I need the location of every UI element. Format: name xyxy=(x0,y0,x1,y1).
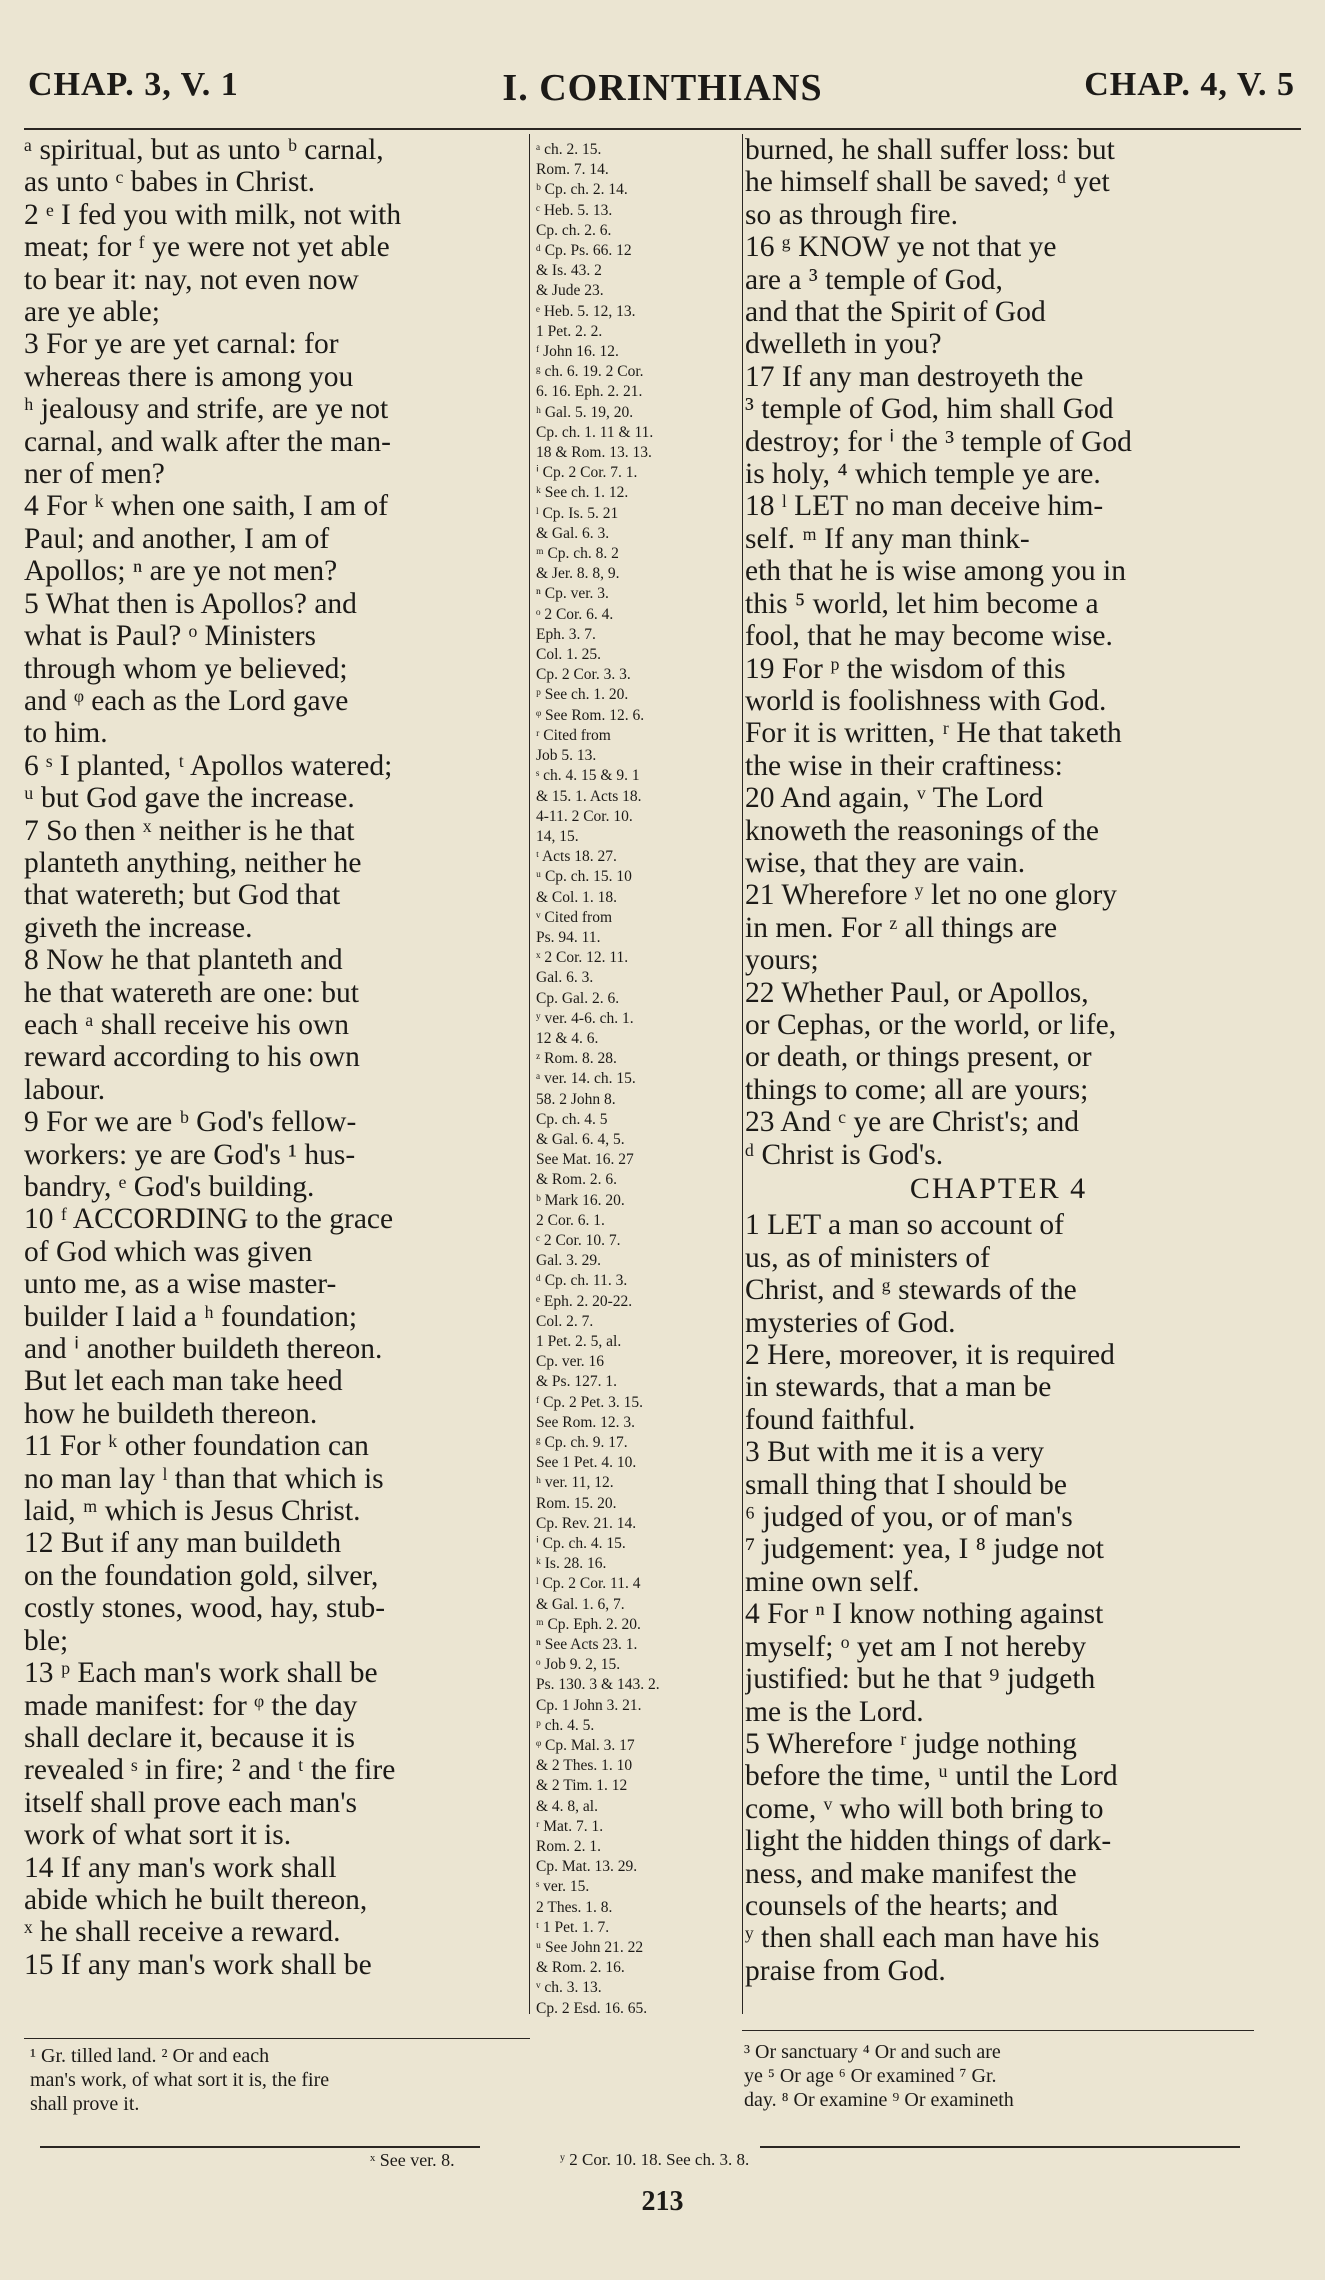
text-line: 4 For ᵏ when one saith, I am of xyxy=(24,490,389,523)
text-line: day. ⁸ Or examine ⁹ Or examineth xyxy=(744,2089,1014,2111)
text-line: ᵠ Cp. Mal. 3. 17 xyxy=(536,1737,635,1755)
text-line: small thing that I should be xyxy=(745,1468,1068,1501)
text-line: shall prove it. xyxy=(30,2093,140,2115)
bottom-rule-right xyxy=(760,2146,1240,2148)
bottom-rule-left xyxy=(40,2146,480,2148)
text-line: ʳ Cited from xyxy=(536,726,611,744)
text-line: burned, he shall suffer loss: but xyxy=(745,134,1115,166)
text-line: ⁿ See Acts 23. 1. xyxy=(536,1636,638,1654)
text-line: Job 5. 13. xyxy=(536,747,597,765)
footnotes-right xyxy=(744,2040,1254,2112)
text-line: For it is written, ʳ He that taketh xyxy=(745,717,1122,750)
text-line: 6. 16. Eph. 2. 21. xyxy=(536,383,643,401)
text-line: giveth the increase. xyxy=(24,911,253,944)
text-line: ˣ 2 Cor. 12. 11. xyxy=(536,949,629,967)
text-line: & Gal. 1. 6, 7. xyxy=(536,1595,625,1613)
text-line: ᵃ ver. 14. ch. 15. xyxy=(536,1070,636,1088)
text-line: laid, ᵐ which is Jesus Christ. xyxy=(24,1495,361,1528)
text-line: Gal. 3. 29. xyxy=(536,1252,602,1270)
text-line: Apollos; ⁿ are ye not men? xyxy=(24,555,338,588)
header-chapter-end: CHAP. 4, V. 5 xyxy=(1084,66,1295,103)
text-line: ⁱ Cp. 2 Cor. 7. 1. xyxy=(536,464,638,482)
text-line: in men. For ᶻ all things are xyxy=(745,911,1058,944)
text-line: 18 & Rom. 13. 13. xyxy=(536,444,652,462)
text-line: ᵖ ch. 4. 5. xyxy=(536,1716,595,1734)
text-line: 12 & 4. 6. xyxy=(536,1029,599,1047)
text-line: made manifest: for ᵠ the day xyxy=(24,1689,358,1722)
text-line: Ps. 94. 11. xyxy=(536,928,601,946)
text-line: knoweth the reasonings of the xyxy=(745,814,1099,847)
text-line: ᵗ Acts 18. 27. xyxy=(536,848,617,866)
text-line: See Mat. 16. 27 xyxy=(536,1151,634,1169)
text-line: See Rom. 12. 3. xyxy=(536,1413,636,1431)
text-line: wise, that they are vain. xyxy=(745,846,1026,879)
text-line: costly stones, wood, hay, stub- xyxy=(24,1592,386,1625)
text-line: 11 For ᵏ other foundation can xyxy=(24,1430,369,1463)
text-line: Cp. Mat. 13. 29. xyxy=(536,1858,638,1876)
text-line: See 1 Pet. 4. 10. xyxy=(536,1454,637,1472)
text-line: 58. 2 John 8. xyxy=(536,1090,616,1108)
text-line: work of what sort it is. xyxy=(24,1819,292,1852)
cross-reference-column xyxy=(536,134,732,2154)
text-line: 12 But if any man buildeth xyxy=(24,1527,342,1560)
text-line: & Ps. 127. 1. xyxy=(536,1373,617,1391)
text-line: Cp. 1 John 3. 21. xyxy=(536,1696,642,1714)
text-line: ᵘ Cp. ch. 15. 10 xyxy=(536,868,632,886)
text-line: is holy, ⁴ which temple ye are. xyxy=(745,458,1101,491)
text-line: ᵈ Cp. Ps. 66. 12 xyxy=(536,242,632,260)
text-line: Cp. Gal. 2. 6. xyxy=(536,989,620,1007)
text-line: ye ⁵ Or age ⁶ Or examined ⁷ Gr. xyxy=(744,2065,997,2087)
text-line: ᵈ Christ is God's. xyxy=(745,1138,944,1171)
chapter-3-continuation xyxy=(745,134,1252,1171)
text-line: labour. xyxy=(24,1073,106,1106)
text-line: mysteries of God. xyxy=(745,1306,956,1339)
text-line: 9 For we are ᵇ God's fellow- xyxy=(24,1106,357,1139)
header-rule xyxy=(24,128,1301,130)
text-line: and that the Spirit of God xyxy=(745,296,1046,329)
text-line: he that watereth are one: but xyxy=(24,976,360,1009)
text-line: ˢ ver. 15. xyxy=(536,1878,590,1896)
text-line: Rom. 2. 1. xyxy=(536,1838,602,1856)
text-line: counsels of the hearts; and xyxy=(745,1889,1058,1922)
text-line: Rom. 15. 20. xyxy=(536,1494,617,1512)
text-line: yours; xyxy=(745,944,819,977)
text-line: what is Paul? ᵒ Ministers xyxy=(24,620,317,653)
text-line: self. ᵐ If any man think- xyxy=(745,522,1030,555)
text-line: & Gal. 6. 3. xyxy=(536,524,610,542)
text-line: ʰ jealousy and strife, are ye not xyxy=(24,393,389,426)
text-line: 1 Pet. 2. 5, al. xyxy=(536,1332,622,1350)
text-line: ble; xyxy=(24,1624,69,1657)
text-line: or Cephas, or the world, or life, xyxy=(745,1008,1117,1041)
text-line: 4 For ⁿ I know nothing against xyxy=(745,1598,1104,1631)
text-line: destroy; for ⁱ the ³ temple of God xyxy=(745,425,1132,458)
text-line: man's work, of what sort it is, the fire xyxy=(30,2069,330,2091)
text-line: ᵇ Cp. ch. 2. 14. xyxy=(536,181,628,199)
text-line: 2 Here, moreover, it is required xyxy=(745,1339,1115,1372)
text-line: 7 So then ˣ neither is he that xyxy=(24,814,355,847)
text-line: 5 Wherefore ʳ judge nothing xyxy=(745,1727,1077,1760)
text-line: me is the Lord. xyxy=(745,1695,924,1728)
text-line: 13 ᵖ Each man's work shall be xyxy=(24,1657,378,1690)
text-line: and ᵠ each as the Lord gave xyxy=(24,684,349,717)
text-line: ᶻ Rom. 8. 28. xyxy=(536,1050,617,1068)
text-line: ner of men? xyxy=(24,458,165,491)
text-line: of God which was given xyxy=(24,1235,313,1268)
text-line: & Rom. 2. 6. xyxy=(536,1171,617,1189)
text-line: are ye able; xyxy=(24,296,160,329)
text-line: as unto ᶜ babes in Christ. xyxy=(24,166,316,199)
text-line: ᵠ See Rom. 12. 6. xyxy=(536,706,645,724)
text-line: are a ³ temple of God, xyxy=(745,263,1003,296)
text-line: 3 But with me it is a very xyxy=(745,1436,1045,1469)
text-line: 16 ᵍ KNOW ye not that ye xyxy=(745,231,1057,264)
text-line: abide which he built thereon, xyxy=(24,1883,368,1916)
text-line: itself shall prove each man's xyxy=(24,1786,357,1819)
text-line: ᵉ Eph. 2. 20-22. xyxy=(536,1292,633,1310)
text-line: ᶜ Heb. 5. 13. xyxy=(536,201,613,219)
text-line: 2 ᵉ I fed you with milk, not with xyxy=(24,198,402,231)
text-line: ᵒ 2 Cor. 6. 4. xyxy=(536,605,614,623)
text-line: found faithful. xyxy=(745,1403,916,1436)
text-line: ᵛ ch. 3. 13. xyxy=(536,1979,602,1997)
text-line: reward according to his own xyxy=(24,1041,360,1074)
text-line: world is foolishness with God. xyxy=(745,684,1107,717)
text-line: ᵃ ch. 2. 15. xyxy=(536,141,602,158)
text-line: Eph. 3. 7. xyxy=(536,625,596,643)
text-line: ʰ Gal. 5. 19, 20. xyxy=(536,403,634,421)
text-line: ˡ Cp. Is. 5. 21 xyxy=(536,504,619,522)
text-line: fool, that he may become wise. xyxy=(745,620,1113,653)
text-line: workers: ye are God's ¹ hus- xyxy=(24,1138,356,1171)
text-line: ¹ Gr. tilled land. ² Or and each xyxy=(30,2045,270,2067)
text-line: 21 Wherefore ʸ let no one glory xyxy=(745,879,1117,912)
text-line: ᵗ 1 Pet. 1. 7. xyxy=(536,1918,610,1936)
text-line: Gal. 6. 3. xyxy=(536,969,594,987)
text-line: ³ Or sanctuary ⁴ Or and such are xyxy=(744,2041,1001,2063)
right-text-column xyxy=(742,134,1252,2014)
text-line: that watereth; but God that xyxy=(24,879,341,912)
text-line: whereas there is among you xyxy=(24,360,354,393)
text-line: ᵃ spiritual, but as unto ᵇ carnal, xyxy=(24,134,384,166)
text-line: & 15. 1. Acts 18. xyxy=(536,787,642,805)
text-line: dwelleth in you? xyxy=(745,328,942,361)
footnote-rule-right xyxy=(742,2030,1254,2031)
text-line: ᵈ Cp. ch. 11. 3. xyxy=(536,1272,628,1290)
text-line: things to come; all are yours; xyxy=(745,1073,1089,1106)
text-line: to bear it: nay, not even now xyxy=(24,263,359,296)
text-line: ⁱ Cp. ch. 4. 15. xyxy=(536,1535,626,1553)
text-line: the wise in their craftiness: xyxy=(745,749,1063,782)
text-line: ʸ ver. 4-6. ch. 1. xyxy=(536,1009,634,1027)
text-line: shall declare it, because it is xyxy=(24,1721,355,1754)
text-line: Cp. Rev. 21. 14. xyxy=(536,1514,637,1532)
text-line: no man lay ˡ than that which is xyxy=(24,1462,384,1495)
text-line: & Jude 23. xyxy=(536,282,604,300)
text-line: praise from God. xyxy=(745,1954,946,1987)
text-line: ᵛ Cited from xyxy=(536,908,613,926)
text-line: 2 Cor. 6. 1. xyxy=(536,1211,605,1229)
text-line: 4-11. 2 Cor. 10. xyxy=(536,807,633,825)
text-line: Rom. 7. 14. xyxy=(536,161,609,179)
text-line: & 4. 8, al. xyxy=(536,1797,598,1815)
text-line: ᶠ John 16. 12. xyxy=(536,343,619,361)
text-line: 19 For ᵖ the wisdom of this xyxy=(745,652,1066,685)
text-line: & 2 Tim. 1. 12 xyxy=(536,1777,628,1795)
text-line: planteth anything, neither he xyxy=(24,846,362,879)
text-line: 8 Now he that planteth and xyxy=(24,944,343,977)
text-line: or death, or things present, or xyxy=(745,1041,1092,1074)
footnotes-left xyxy=(30,2044,530,2116)
text-line: ᵒ Job 9. 2, 15. xyxy=(536,1656,621,1674)
text-line: & Is. 43. 2 xyxy=(536,262,602,280)
text-line: ᵐ Cp. ch. 8. 2 xyxy=(536,545,619,563)
text-line: ᵇ Mark 16. 20. xyxy=(536,1191,625,1209)
text-line: ⁷ judgement: yea, I ⁸ judge not xyxy=(745,1533,1104,1566)
text-line: ᵏ See ch. 1. 12. xyxy=(536,484,629,502)
text-line: Paul; and another, I am of xyxy=(24,522,330,555)
text-line: & 2 Thes. 1. 10 xyxy=(536,1757,633,1775)
text-line: Christ, and ᵍ stewards of the xyxy=(745,1274,1077,1307)
text-line: 20 And again, ᵛ The Lord xyxy=(745,782,1044,815)
text-line: Cp. 2 Esd. 16. 65. xyxy=(536,1999,648,2017)
text-line: to him. xyxy=(24,717,108,750)
text-line: in stewards, that a man be xyxy=(745,1371,1052,1404)
left-text-column xyxy=(24,134,530,2014)
text-line: builder I laid a ʰ foundation; xyxy=(24,1300,358,1333)
text-line: so as through fire. xyxy=(745,198,959,231)
text-line: this ⁵ world, let him become a xyxy=(745,587,1099,620)
text-line: Ps. 130. 3 & 143. 2. xyxy=(536,1676,660,1694)
chapter-heading: CHAPTER 4 xyxy=(909,1172,1088,1205)
text-line: ᵐ Cp. Eph. 2. 20. xyxy=(536,1615,641,1633)
text-line: ness, and make manifest the xyxy=(745,1857,1077,1890)
text-line: & Gal. 6. 4, 5. xyxy=(536,1130,625,1148)
text-line: ᶜ 2 Cor. 10. 7. xyxy=(536,1231,621,1249)
text-line: eth that he is wise among you in xyxy=(745,555,1126,588)
text-line: how he buildeth thereon. xyxy=(24,1397,318,1430)
text-line: unto me, as a wise master- xyxy=(24,1268,337,1301)
text-line: us, as of ministers of xyxy=(745,1241,990,1274)
text-line: 10 ᶠ ACCORDING to the grace xyxy=(24,1203,394,1236)
text-line: 3 For ye are yet carnal: for xyxy=(24,328,339,361)
text-line: through whom ye believed; xyxy=(24,652,348,685)
text-line: ᵍ Cp. ch. 9. 17. xyxy=(536,1434,628,1451)
text-line: ᵘ See John 21. 22 xyxy=(536,1939,644,1957)
text-line: 23 And ᶜ ye are Christ's; and xyxy=(745,1106,1080,1139)
text-line: Cp. ver. 16 xyxy=(536,1353,605,1371)
text-line: mine own self. xyxy=(745,1565,920,1598)
text-line: & Col. 1. 18. xyxy=(536,888,617,906)
text-line: Col. 2. 7. xyxy=(536,1312,594,1330)
text-line: 2 Thes. 1. 8. xyxy=(536,1898,613,1916)
text-line: 15 If any man's work shall be xyxy=(24,1948,372,1981)
text-line: ᵍ ch. 6. 19. 2 Cor. xyxy=(536,363,644,381)
cross-reference-bottom: ʸ 2 Cor. 10. 18. See ch. 3. 8. xyxy=(560,2150,750,2169)
text-line: 1 LET a man so account of xyxy=(745,1209,1064,1242)
footnote-rule-left xyxy=(24,2038,530,2039)
header-book-title: I. CORINTHIANS xyxy=(502,67,823,109)
text-line: 6 ˢ I planted, ᵗ Apollos watered; xyxy=(24,749,393,782)
text-line: he himself shall be saved; ᵈ yet xyxy=(745,166,1110,199)
text-line: Cp. ch. 4. 5 xyxy=(536,1110,608,1128)
text-line: ³ temple of God, him shall God xyxy=(745,393,1114,426)
text-line: revealed ˢ in fire; ² and ᵗ the fire xyxy=(24,1754,396,1787)
text-line: before the time, ᵘ until the Lord xyxy=(745,1760,1118,1793)
text-line: But let each man take heed xyxy=(24,1365,343,1398)
text-line: ᶠ Cp. 2 Pet. 3. 15. xyxy=(536,1393,644,1411)
text-line: carnal, and walk after the man- xyxy=(24,425,391,458)
text-line: light the hidden things of dark- xyxy=(745,1825,1112,1858)
text-line: on the foundation gold, silver, xyxy=(24,1559,379,1592)
text-line: ᵖ See ch. 1. 20. xyxy=(536,686,629,704)
text-line: ⁶ judged of you, or of man's xyxy=(745,1501,1073,1534)
text-line: ᵘ but God gave the increase. xyxy=(24,782,355,815)
text-line: ʳ Mat. 7. 1. xyxy=(536,1817,604,1835)
text-line: ᵉ Heb. 5. 12, 13. xyxy=(536,302,636,320)
text-line: myself; ᵒ yet am I not hereby xyxy=(745,1630,1087,1663)
text-line: ʰ ver. 11, 12. xyxy=(536,1474,614,1492)
text-line: ˢ ch. 4. 15 & 9. 1 xyxy=(536,767,640,785)
text-line: bandry, ᵉ God's building. xyxy=(24,1171,315,1203)
text-line: 5 What then is Apollos? and xyxy=(24,587,357,620)
text-line: 22 Whether Paul, or Apollos, xyxy=(745,976,1089,1009)
text-line: 14 If any man's work shall xyxy=(24,1851,337,1884)
page-number: 213 xyxy=(641,2186,684,2217)
text-line: & Rom. 2. 16. xyxy=(536,1959,625,1977)
text-line: Cp. 2 Cor. 3. 3. xyxy=(536,666,631,684)
text-line: and ⁱ another buildeth thereon. xyxy=(24,1333,383,1366)
text-line: ᵏ Is. 28. 16. xyxy=(536,1555,607,1573)
text-line: 14, 15. xyxy=(536,827,579,845)
text-line: ⁿ Cp. ver. 3. xyxy=(536,585,609,603)
text-line: & Jer. 8. 8, 9. xyxy=(536,565,620,583)
text-line: meat; for ᶠ ye were not yet able xyxy=(24,231,390,264)
header-chapter-start: CHAP. 3, V. 1 xyxy=(28,66,239,103)
text-line: each ᵃ shall receive his own xyxy=(24,1008,350,1041)
running-header xyxy=(24,66,1301,122)
text-line: come, ᵛ who will both bring to xyxy=(745,1792,1104,1825)
text-line: Cp. ch. 1. 11 & 11. xyxy=(536,423,654,441)
chapter-4-text xyxy=(745,1209,1252,1987)
text-line: justified: but he that ⁹ judgeth xyxy=(745,1663,1096,1696)
text-line: 1 Pet. 2. 2. xyxy=(536,322,603,340)
text-line: ˡ Cp. 2 Cor. 11. 4 xyxy=(536,1575,641,1593)
text-line: Col. 1. 25. xyxy=(536,646,602,664)
see-verse-ref: ˣ See ver. 8. xyxy=(370,2150,455,2170)
text-line: 17 If any man destroyeth the xyxy=(745,360,1084,393)
text-line: ˣ he shall receive a reward. xyxy=(24,1916,341,1949)
text-line: Cp. ch. 2. 6. xyxy=(536,221,612,239)
text-line: ʸ then shall each man have his xyxy=(745,1922,1100,1955)
text-line: 18 ˡ LET no man deceive him- xyxy=(745,490,1104,523)
